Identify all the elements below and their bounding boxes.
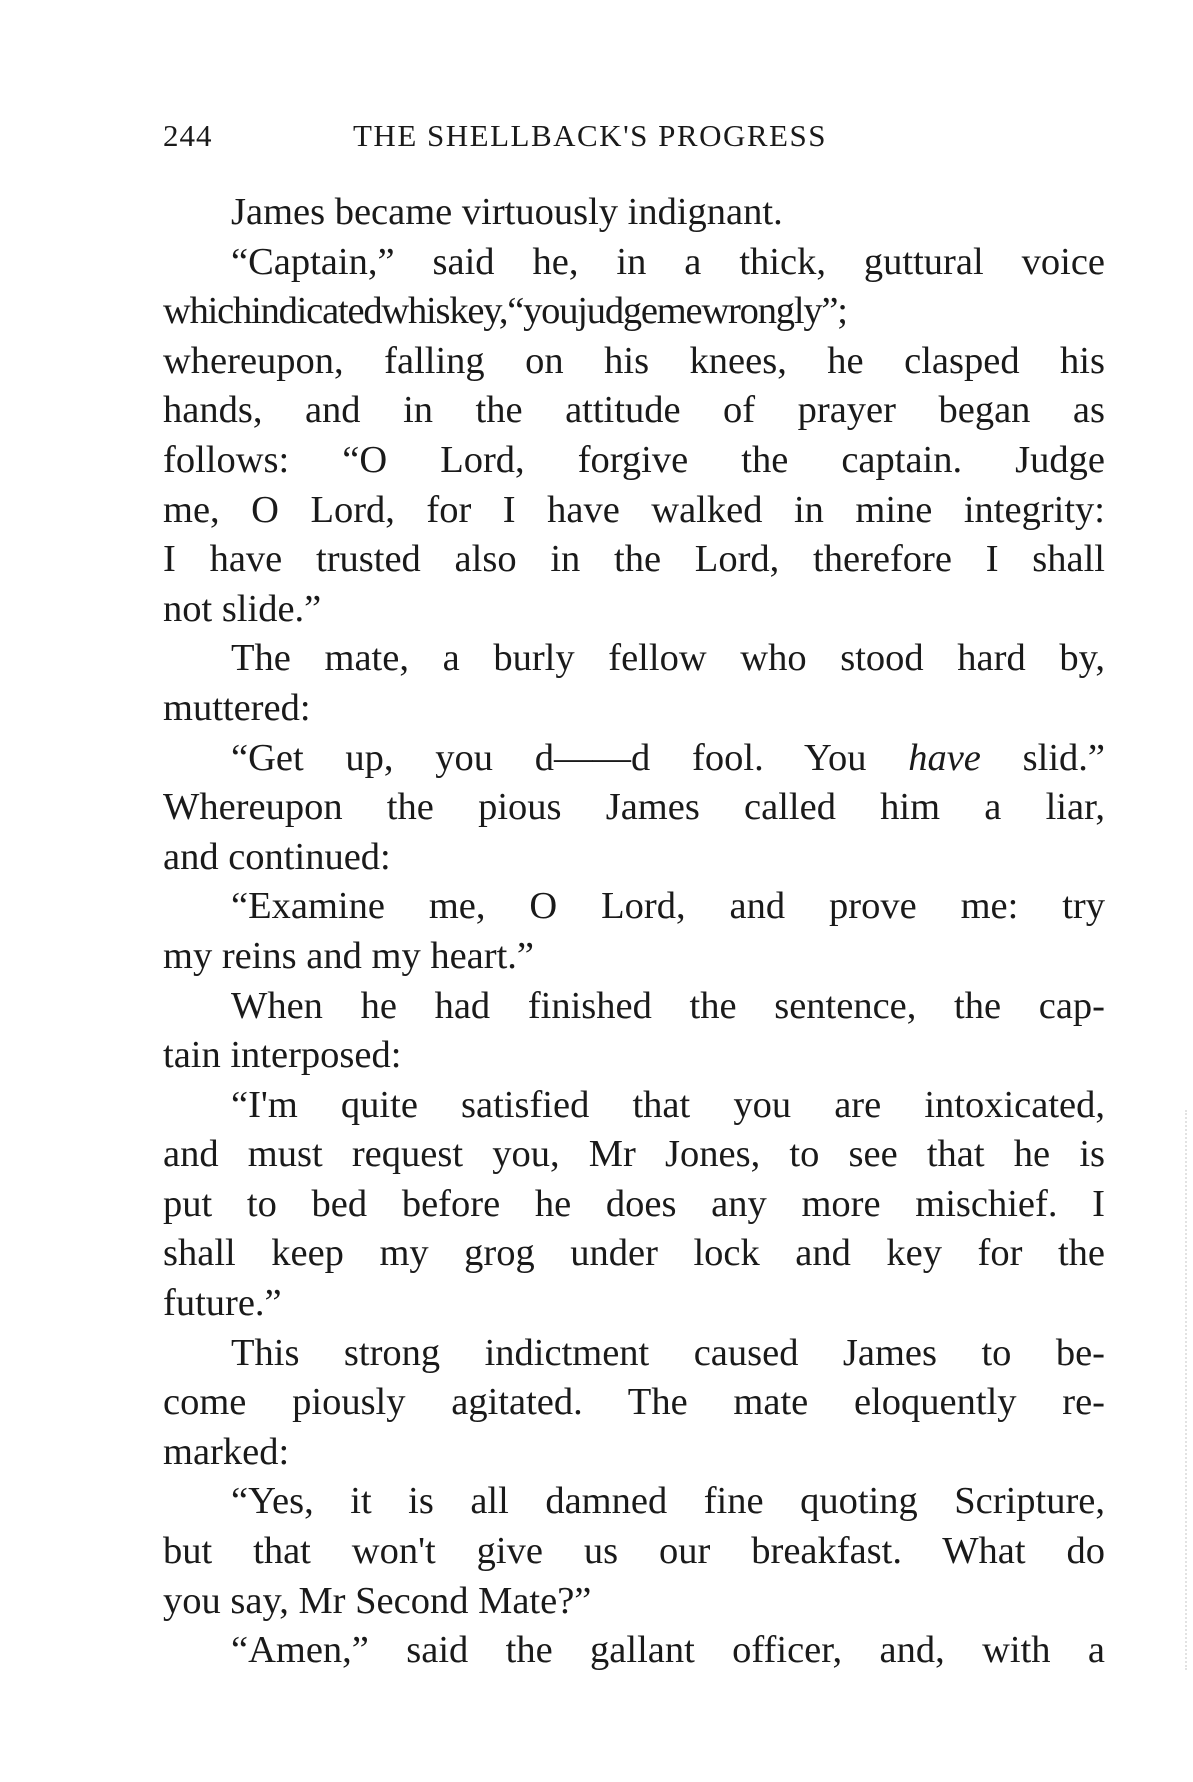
text-line: follows: “O Lord, forgive the captain. Judge	[163, 438, 1105, 481]
text-line: me, O Lord, for I have walked in mine integrity:	[163, 488, 1105, 531]
text-line: shall keep my grog under lock and key for the	[163, 1232, 1105, 1275]
text-line: my reins and my heart.”	[163, 934, 534, 977]
text-line: and must request you, Mr Jones, to see that he is	[163, 1133, 1105, 1176]
text-line: When he had finished the sentence, the cap-	[231, 984, 1105, 1027]
text-line: future.”	[163, 1282, 282, 1325]
text-line: whichindicatedwhiskey,“youjudgemewrongly”;	[163, 290, 847, 333]
text-line: muttered:	[163, 686, 311, 729]
text-line: tain interposed:	[163, 1034, 402, 1077]
text-line: The mate, a burly fellow who stood hard by,	[231, 637, 1105, 680]
text-line: come piously agitated. The mate eloquently re-	[163, 1381, 1105, 1424]
emphasis: have	[908, 736, 981, 779]
text-line: “I'm quite satisfied that you are intoxicated,	[231, 1083, 1105, 1126]
page-edge-shadow	[1181, 1110, 1187, 1670]
text-line: you say, Mr Second Mate?”	[163, 1579, 592, 1622]
text-line: and continued:	[163, 835, 391, 878]
text-line: Whereupon the pious James called him a liar,	[163, 786, 1105, 829]
text-line: “Captain,” said he, in a thick, guttural voice	[231, 240, 1105, 283]
text-line: put to bed before he does any more mischief. I	[163, 1182, 1105, 1225]
running-title: THE SHELLBACK'S PROGRESS	[353, 118, 827, 153]
text-line: James became virtuously indignant.	[231, 191, 783, 233]
text-line: marked:	[163, 1430, 290, 1473]
text-line: This strong indictment caused James to be-	[231, 1331, 1105, 1374]
text-line: “Get up, you d——d fool. You have slid.”	[231, 736, 1105, 779]
text-line: “Yes, it is all damned fine quoting Scripture,	[231, 1480, 1105, 1523]
text-line: “Examine me, O Lord, and prove me: try	[231, 885, 1105, 928]
body-text	[163, 188, 1105, 1676]
text-line: whereupon, falling on his knees, he clasped his	[163, 339, 1105, 382]
text-line: not slide.”	[163, 587, 322, 630]
page-header	[163, 118, 1111, 158]
text-line: I have trusted also in the Lord, therefore I shall	[163, 538, 1105, 581]
text-line: but that won't give us our breakfast. What do	[163, 1530, 1105, 1573]
page-number: 244	[163, 118, 213, 153]
text-line: “Amen,” said the gallant officer, and, with a	[231, 1629, 1105, 1672]
text-line: hands, and in the attitude of prayer began as	[163, 389, 1105, 432]
